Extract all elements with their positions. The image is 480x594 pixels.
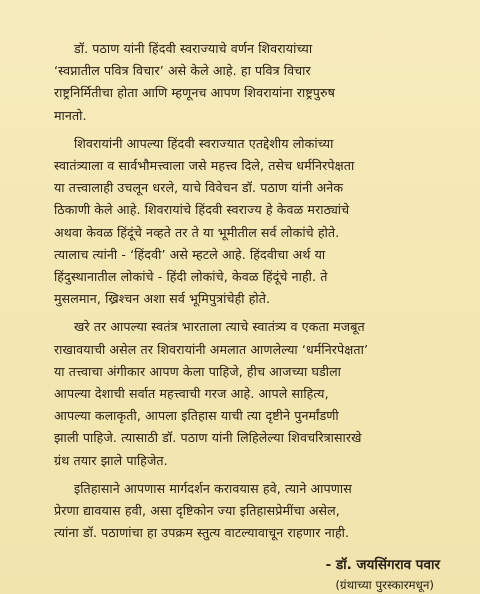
text-line: स्वातंत्र्याला व सार्वभौमत्त्वाला जसे महत्त्व दिले, तसेच धर्मनिरपेक्षता (54, 158, 355, 174)
text-line: हिंदुस्थानातील लोकांचे - हिंदी लोकांचे, केवळ हिंदूंचे नाही. ते (54, 269, 328, 285)
text-line: त्यांना डॉ. पठाणांचा हा उपक्रम स्तुत्य वाटल्यावाचून राहणार नाही. (54, 525, 350, 541)
paragraph-4 (54, 478, 454, 545)
text-line: मानतो. (54, 107, 87, 123)
text-line: ठिकाणी केले आहे. शिवरायांचे हिंदवी स्वराज्य हे केवळ मराठ्यांचे (54, 202, 350, 218)
text-line: ‘स्वप्नातील पवित्र विचार’ असे केले आहे. हा पवित्र विचार (54, 63, 311, 79)
text-line: अथवा केवळ हिंदूंचे नव्हते तर ते या भूमीतील सर्व लोकांचे होते. (54, 224, 340, 240)
text-line: प्रेरणा द्यावयास हवी, असा दृष्टिकोन ज्या इतिहासप्रेमींचा असेल, (54, 503, 340, 519)
text-line: इतिहासाने आपणास मार्गदर्शन करावयास हवे, त्याने आपणास (74, 480, 352, 496)
author-signature: - डॉ. जयसिंगराव पवार (325, 557, 440, 574)
paragraph-2 (54, 133, 454, 311)
text-line: त्यालाच त्यांनी - ‘हिंदवी’ असे म्हटले आहे. हिंदवीचा अर्थ या (54, 246, 326, 262)
text-line: आपल्या कलाकृती, आपला इतिहास याची त्या दृष्टीने पुनर्मांडणी (54, 408, 339, 424)
text-line: खरे तर आपल्या स्वतंत्र भारताला त्याचे स्वातंत्र्य व एकता मजबूत (74, 319, 365, 335)
paragraph-1 (54, 38, 454, 127)
paragraph-3 (54, 316, 454, 471)
text-line: या तत्त्वाचा अंगीकार आपण केला पाहिजे, हीच आजच्या घडीला (54, 363, 341, 379)
text-line: आपल्या देशाची सर्वात महत्त्वाची गरज आहे. आपले साहित्य, (54, 386, 329, 402)
text-line: ग्रंथ तयार झाले पाहिजेत. (54, 452, 168, 468)
text-line: राष्ट्रनिर्मितीचा होता आणि म्हणूनच आपण शिवरायांना राष्ट्रपुरुष (54, 85, 336, 101)
text-line: डॉ. पठाण यांनी हिंदवी स्वराज्याचे वर्णन शिवरायांच्या (74, 41, 313, 56)
text-line: शिवरायांनी आपल्या हिंदवी स्वराज्यात एतद्देशीय लोकांच्या (74, 135, 334, 151)
text-line: या तत्त्वालाही उचलून धरले, याचे विवेचन डॉ. पठाण यांनी अनेक (54, 180, 344, 196)
text-line: राखावयाची असेल तर शिवरायांनी अमलात आणलेल्या ‘धर्मनिरपेक्षता’ (54, 341, 369, 357)
text-line: मुसलमान, ख्रिश्चन अशा सर्व भूमिपुत्रांचेही होते. (54, 291, 271, 307)
text-line: झाली पाहिजे. त्यासाठी डॉ. पठाण यांनी लिहिलेल्या शिवचरित्रासारखे (54, 430, 362, 446)
source-note: (ग्रंथाच्या पुरस्कारमधून) (335, 578, 434, 593)
